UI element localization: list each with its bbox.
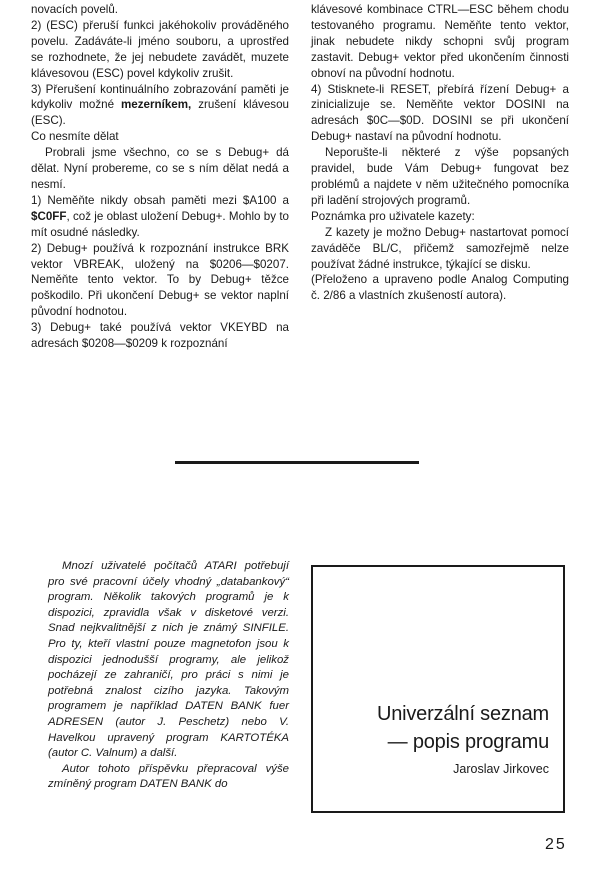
section-divider: [175, 461, 419, 464]
paragraph: 2) Debug+ používá k rozpoznání instrukce BRK vektor VBREAK, uložený na $0206—$0207. Neměňte tento vektor. To by Debug+ těžce poškodilo. Při ukončení Debug+ se vektor naplní původní hodnotou.: [31, 241, 289, 319]
paragraph: [31, 82, 289, 130]
bold-term: $C0FF: [31, 209, 67, 223]
paragraph: 3) Debug+ také používá vektor VKEYBD na adresách $0208—$0209 k rozpoznání: [31, 321, 289, 351]
paragraph: Neporušte-li některé z výše popsaných pravidel, bude Vám Debug+ fungovat bez problémů a najdete v něm užitečného pomocníka při ladění strojových programů.: [311, 146, 569, 207]
article-title: Univerzální seznam: [376, 703, 549, 725]
text-run: 1) Neměňte nikdy obsah paměti mezi $A100 a: [31, 193, 289, 207]
paragraph: novacích povelů.: [31, 3, 119, 16]
subheading: Co nesmíte dělat: [31, 130, 119, 144]
paragraph: Probrali jsme všechno, co se s Debug+ dá dělat. Nyní probereme, co se s ním dělat nedá a nesmí.: [31, 146, 289, 191]
text-run: 3) Přerušení kontinuálního zobrazování paměti je kdykoliv možné: [31, 82, 289, 112]
paragraph: 4) Stisknete-li RESET, přebírá řízení Debug+ a zinicializuje se. Neměňte vektor DOSINI na adresách $0C—$0D. DOSINI se při ukončení Debug+ nastaví na původní hodnotu.: [311, 82, 569, 144]
paragraph: (Přeloženo a upraveno podle Analog Computing č. 2/86 a vlastních zkušeností autora).: [311, 273, 569, 303]
paragraph: klávesové kombinace CTRL—ESC během chodu testovaného programu. Neměňte tento vektor, jinak nebudete nikdy schopni svůj program zastavit. Debug+ vektor před ukončením činnosti obnoví na původní hodnotu.: [311, 3, 569, 80]
text-run: , což je oblast uložení Debug+. Mohlo by to mít osudné následky.: [31, 209, 289, 239]
intro-paragraph: Mnozí uživatelé počítačů ATARI potřebují pro své pracovní účely vhodný „databankový“ program. Několik takových programů je k dispozici, zpravidla však v disketové verzi. Snad nejkvalitnější z nich je známý SINFILE. Pro ty, kteří vlastní pouze magnetofon jsou k dispozici jednodušší programy, ale jelikož pocházejí ze zahraničí, pro práci s nimi je potřebná znalost cizího jazyka. Takovým programem je například DATEN BANK fuer ADRESEN (autor J. Peschetz) nebo V. Havelkou upravený program KARTOTÉKA (autor C. Valnum) a další.: [48, 560, 289, 760]
left-article-column: [31, 2, 289, 352]
text-run: zrušení klávesou (ESC).: [31, 98, 289, 128]
bold-term: mezerníkem,: [121, 98, 192, 112]
intro-paragraph: Autor tohoto příspěvku přepracoval výše zmíněný program DATEN BANK do: [48, 762, 289, 791]
article-author: Jaroslav Jirkovec: [453, 762, 549, 776]
page-number: 25: [545, 836, 567, 853]
article-subtitle: — popis programu: [387, 731, 549, 753]
paragraph: [31, 193, 289, 241]
right-article-column: [311, 2, 569, 304]
article-title-box: [311, 565, 565, 813]
article-intro: [48, 559, 289, 793]
paragraph: 2) (ESC) přeruší funkci jakéhokoliv prováděného povelu. Zadáváte-li jméno souboru, a uprostřed se rozhodnete, že jej nebudete zavádět, muzete klávesovou (ESC) povel kdykoliv zrušit.: [31, 18, 289, 80]
subheading: Poznámka pro uživatele kazety:: [311, 209, 475, 223]
paragraph: Z kazety je možno Debug+ nastartovat pomocí zaváděče BL/C, přičemž samozřejmě nelze používat žádné instrukce, týkající se disku.: [311, 225, 569, 271]
